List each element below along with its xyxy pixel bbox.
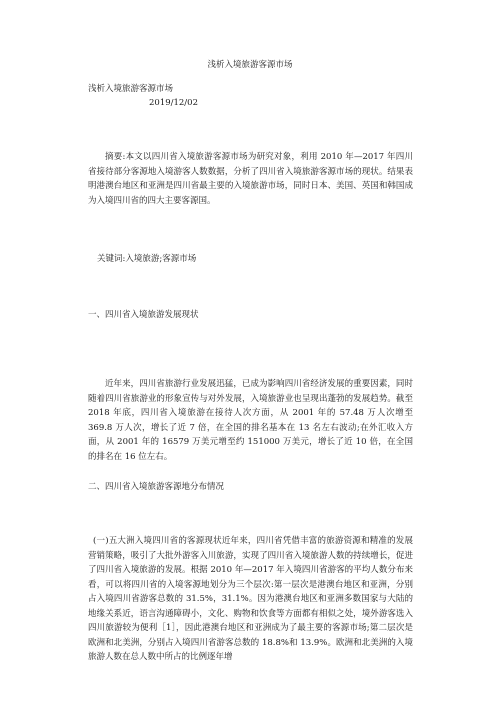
section-1-heading: 一、四川省入境旅游发展现状	[88, 310, 199, 320]
abstract-paragraph: 摘要:本文以四川省入境旅游客源市场为研究对象，利用 2010 年—2017 年四川省接待部分客源地入境游客人数数据，分析了四川省入境旅游客源市场的现状。结果表明港澳台地区和亚洲是四川省最主要的入境旅游市场，同时日本、美国、英国和韩国成为入境四川省的四大主要客源国。	[88, 152, 413, 206]
document-subtitle: 浅析入境旅游客源市场	[88, 84, 174, 94]
document-date: 2019/12/02	[149, 98, 198, 108]
section-2-paragraph: (一)五大洲入境四川省的客源现状近年来，四川省凭借丰富的旅游资源和精准的发展营销策略，吸引了大批外游客入川旅游，实现了四川省入境旅游人数的持续增长，促进了四川省入境旅游的发展。根据 2010 年—2017 年入境四川省游客的平均人数分布来看，可以将四川省的入境客源地划分为三个层次:第一层次是港澳台地区和亚洲，分别占入境四川省游客总数的 31.5%，31.1%。因为港澳台地区和亚洲多数国家与大陆的地缘关系近，语言沟通障碍小，文化、购物和饮食等方面都有相似之处，境外游客选入四川旅游较为便利［1］，因此港澳台地区和亚洲成为了最主要的客源市场;第二层次是欧洲和北美洲，分别占入境四川省游客总数的 18.8%和 13.9%。欧洲和北美洲的入境旅游人数在总人数中所占的比例逐年增	[88, 536, 413, 662]
section-1-paragraph: 近年来，四川省旅游行业发展迅猛，已成为影响四川省经济发展的重要因素，同时随着四川省旅游业的形象宣传与对外发展，入境旅游业也呈现出蓬勃的发展趋势。截至 2018 年底，四川省入境旅游在接待人次方面，从 2001 年的 57.48 万人次增至 369.8 万人次，增长了近 7 倍，在全国的排名基本在 13 名左右波动;在外汇收入方面，从 2001 年的 16579 万美元增至约 151000 万美元，增长了近 10 倍，在全国的排名在 16 位左右。	[88, 379, 413, 462]
document-title: 浅析入境旅游客源市场	[207, 60, 293, 70]
section-2-heading: 二、四川省入境旅游客源地分布情况	[88, 482, 225, 492]
keywords-line: 关键词:入境旅游;客源市场	[97, 254, 197, 264]
